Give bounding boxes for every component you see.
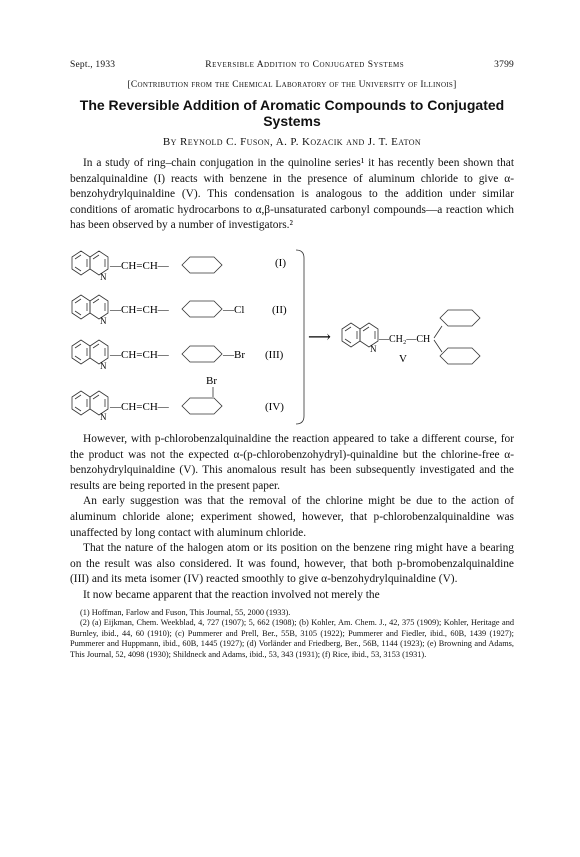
compound-I [72,251,286,282]
paragraph-2: However, with p-chlorobenzalquinaldine the reaction appeared to take a different course, for the product was not the expected α-(p-chlorobenzohydryl)-quinaldine but the chlorine-free α-benzohydrylquinaldine (V). This anomalous result has been subsequently investigated and the results are being reported in the present paper. [70,432,514,492]
compound-label-IV: (IV) [265,400,284,413]
compound-label-II: (II) [272,303,287,316]
compound-label-I: (I) [275,256,286,269]
compound-III [72,340,284,371]
footnote-2: (2) (a) Eijkman, Chem. Weekblad, 4, 727 (1907); 5, 662 (1908); (b) Kohler, Am. Chem. J., 42, 375 (1909); Kohler, Heritage and Burnley, ibid., 44, 60 (1910); (c) Pummerer and Prell, Ber., 55B, 3105 (1922); Pummerer and Fiedler, ibid., 60B, 1439 (1927); Pummerer and Huppmann, ibid., 60B, 1445 (1927); (d) Vorländer and Friedberg, Ber., 56B, 1144 (1923); (e) Browning and Adams, This Journal, 52, 4098 (1930); Shildneck and Adams, ibid., 53, 343 (1931); (f) Rice, ibid., 53, 3153 (1931). [70,618,514,659]
running-header [70,60,514,70]
vinyl-link-II: —CH=CH— [110,303,169,316]
header-page-number: 3799 [494,60,514,70]
nitrogen-label: N [100,271,107,282]
compound-V [342,310,480,365]
meta-bromo-substituent: Br [206,374,217,387]
paragraph-1: In a study of ring–chain conjugation in the quinoline series¹ it has recently been shown that benzalquinaldine (I) reacts with benzene in the presence of aluminum chloride to give α-benzohydrylquinaldine (V). This condensation is analogous to the addition under similar conditions of aromatic hydrocarbons to α,β-unsaturated carbonyl compounds—a reaction which has been observed by a number of investigators.² [70,157,514,232]
journal-page [70,60,514,660]
methylene-link: —CH₂—CH [379,333,431,345]
vinyl-link-I: —CH=CH— [110,259,169,272]
header-running-title: Reversible Addition to Conjugated Systems [205,60,405,70]
paragraph-5: It now became apparent that the reaction involved not merely the [83,588,380,601]
article-authors: By Reynold C. Fuson, A. P. Kozacik and J. T. Eaton [162,136,422,148]
compound-label-V: V [399,352,407,365]
compound-label-III: (III) [265,348,284,361]
header-date: Sept., 1933 [70,60,116,70]
nitrogen-label: N [100,360,107,371]
vinyl-link-III: —CH=CH— [110,348,169,361]
paragraph-3: An early suggestion was that the removal of the chlorine might be due to the action of aluminum chloride alone; experiment showed, however, that p-chlorobenzalquinaldine was unaffected by long contact with aluminum chloride. [70,495,514,539]
reaction-arrow: ⟶ [308,328,331,346]
nitrogen-label: N [370,343,377,354]
article-title: The Reversible Addition of Aromatic Compounds to Conjugated Systems [79,97,505,129]
footnotes [70,608,514,661]
compound-II [72,295,287,326]
paragraph-4: That the nature of the halogen atom or its position on the benzene ring might have a bearing on the result was also considered. It was found, however, that both p-bromobenzalquinaldine (III) and its meta isomer (IV) reacted smoothly to give α-benzohydrylquinaldine (V). [70,542,514,586]
nitrogen-label: N [100,315,107,326]
para-bromo-substituent: —Br [223,348,245,361]
bracket [296,250,304,424]
reaction-scheme-figure [70,242,514,432]
contribution-line: [Contribution from the Chemical Laboratory of the University of Illinois] [127,80,457,90]
nitrogen-label: N [100,411,107,422]
footnote-1: (1) Hoffman, Farlow and Fuson, This Journal, 55, 2000 (1933). [80,607,291,617]
chloro-substituent: —Cl [223,303,245,316]
vinyl-link-IV: —CH=CH— [110,400,169,413]
reaction-scheme [70,242,514,432]
compound-IV [72,375,284,422]
